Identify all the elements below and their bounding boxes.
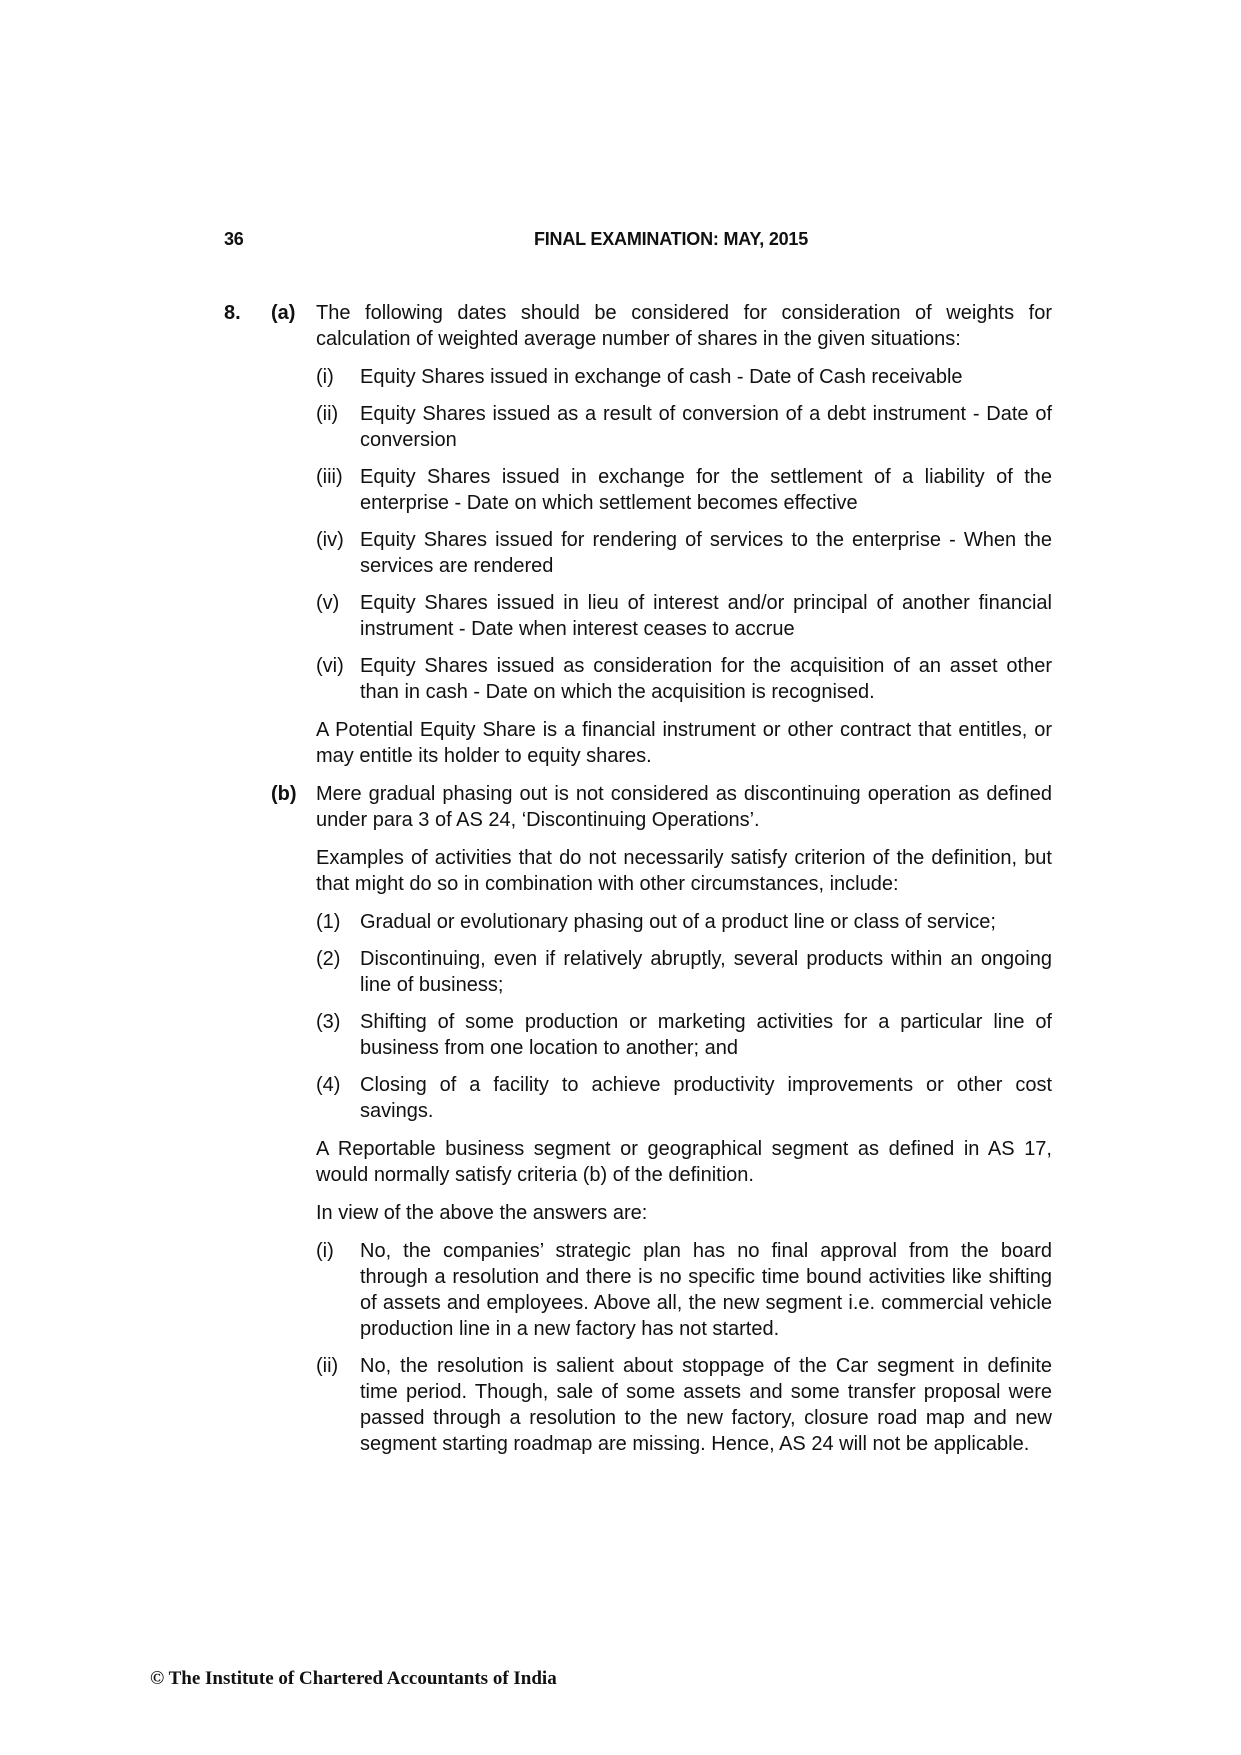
list-marker: (ii) [316,403,339,425]
part-a-body [316,300,1052,769]
list-item-text: Equity Shares issued in lieu of interest and/or principal of another financial instrument - Date when interest ceases to accrue [360,592,1052,640]
list-marker: (vi) [316,655,344,677]
list-marker: (1) [316,911,341,933]
list-marker: (i) [316,366,334,388]
list-item [316,946,1052,998]
question-part-a [224,300,1052,769]
list-item [316,909,1052,935]
list-item [316,1072,1052,1124]
copyright-footer: © The Institute of Chartered Accountants of India [150,1668,557,1689]
list-marker: (4) [316,1074,341,1096]
page-number: 36 [224,229,244,249]
list-item-text: Discontinuing, even if relatively abruptly, several products within an ongoing line of business; [360,948,1052,996]
running-title: FINAL EXAMINATION: MAY, 2015 [533,229,809,249]
list-item-text: Equity Shares issued in exchange for the settlement of a liability of the enterprise - Date on which settlement becomes effective [360,466,1052,514]
list-marker: (iii) [316,466,343,488]
list-marker: (3) [316,1011,341,1033]
part-a-closing: A Potential Equity Share is a financial instrument or other contract that entitles, or may entitle its holder to equity shares. [316,719,1052,767]
list-item-text: Equity Shares issued as consideration for the acquisition of an asset other than in cash - Date on which the acquisition is recognised. [360,655,1052,703]
list-item [316,364,1052,390]
part-b-label: (b) [271,783,297,805]
page-header [224,229,1054,255]
question-number: 8. [224,302,241,324]
list-marker: (i) [316,1240,334,1262]
list-marker: (2) [316,948,341,970]
list-item-text: Equity Shares issued in exchange of cash - Date of Cash receivable [360,366,963,388]
part-b-intro: Mere gradual phasing out is not considered as discontinuing operation as defined under para 3 of AS 24, ‘Discontinuing Operations’. [316,783,1052,831]
part-b-examples-intro: Examples of activities that do not necessarily satisfy criterion of the definition, but that might do so in combination with other circumstances, include: [316,847,1052,895]
part-b-examples-list [316,909,1052,1124]
answer-content [224,300,1052,1469]
list-item [316,590,1052,642]
list-item [316,653,1052,705]
list-item [316,1238,1052,1342]
list-item-text: Shifting of some production or marketing activities for a particular line of business from one location to another; and [360,1011,1052,1059]
list-marker: (v) [316,592,340,614]
list-item-text: No, the resolution is salient about stoppage of the Car segment in definite time period. Though, sale of some assets and some transfer proposal were passed through a resolution to the new factory, closure road map and new segment starting roadmap are missing. Hence, AS 24 will not be applicable. [360,1355,1052,1455]
list-item [316,1353,1052,1457]
part-b-body [316,781,1052,1457]
part-b-segment-note: A Reportable business segment or geographical segment as defined in AS 17, would normally satisfy criteria (b) of the definition. [316,1138,1052,1186]
part-b-answers-list [316,1238,1052,1457]
list-item [316,464,1052,516]
part-b-answers-intro: In view of the above the answers are: [316,1202,648,1224]
list-item-text: Closing of a facility to achieve productivity improvements or other cost savings. [360,1074,1052,1122]
list-marker: (iv) [316,529,344,551]
list-item-text: Equity Shares issued as a result of conversion of a debt instrument - Date of conversion [360,403,1052,451]
part-a-date-list [316,364,1052,705]
list-item [316,527,1052,579]
list-item-text: Gradual or evolutionary phasing out of a product line or class of service; [360,911,996,933]
list-item [316,1009,1052,1061]
list-item-text: No, the companies’ strategic plan has no final approval from the board through a resolution and there is no specific time bound activities like shifting of assets and employees. Above all, the new segment i.e. commercial vehicle production line in a new factory has not started. [360,1240,1052,1340]
list-marker: (ii) [316,1355,339,1377]
list-item [316,401,1052,453]
part-a-intro: The following dates should be considered for consideration of weights for calculation of weighted average number of shares in the given situations: [316,302,1052,350]
list-item-text: Equity Shares issued for rendering of services to the enterprise - When the services are rendered [360,529,1052,577]
question-part-b [224,781,1052,1457]
part-a-label: (a) [271,302,296,324]
